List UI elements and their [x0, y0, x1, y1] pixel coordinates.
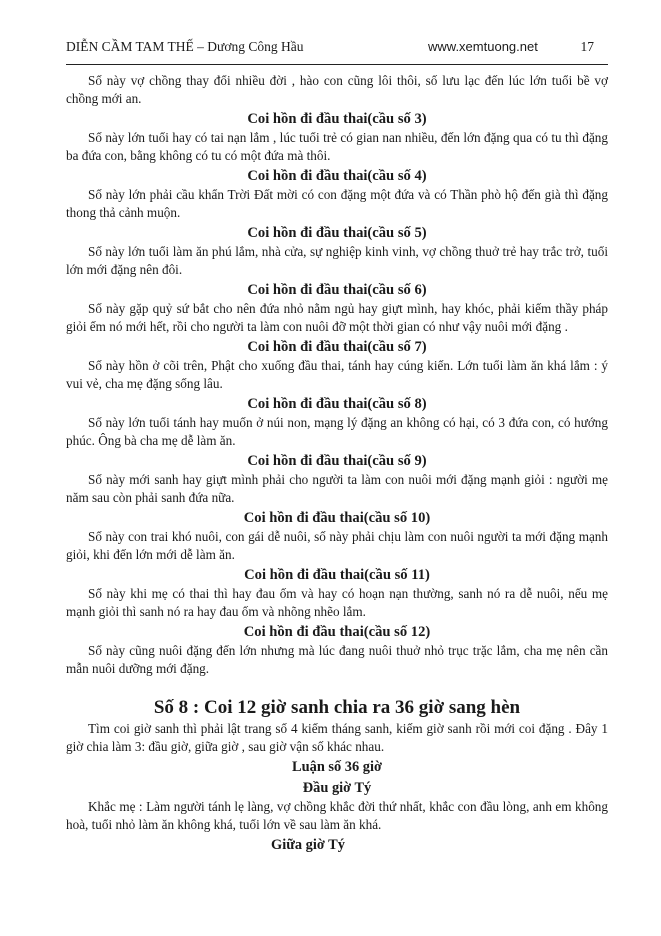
section-paragraph: Số này lớn phải cầu khẩn Trời Đất mời có con đặng một đứa và có Thần phò hộ đến già thì đặng thong thả cảnh muộn.	[66, 187, 608, 220]
page-header	[66, 39, 596, 57]
page-content	[66, 72, 608, 855]
section-heading: Coi hồn đi đầu thai(cầu số 4)	[247, 168, 427, 184]
chapter-title: Số 8 : Coi 12 giờ sanh chia ra 36 giờ sang hèn	[153, 697, 521, 718]
header-rule	[66, 64, 608, 65]
section-heading: Coi hồn đi đầu thai(cầu số 6)	[247, 282, 427, 298]
section-paragraph: Số này con trai khó nuôi, con gái dễ nuôi, số này phải chịu làm con nuôi người ta mới đặng mạnh giỏi, khi đến lớn mới dễ làm ăn.	[66, 529, 608, 562]
section-paragraph: Số này cũng nuôi đặng đến lớn nhưng mà lúc đang nuôi thuở nhỏ trục trặc lắm, cha mẹ nên cần mẫn nuôi dưỡng mới đặng.	[66, 643, 608, 676]
section-paragraph: Số này mới sanh hay giựt mình phải cho người ta làm con nuôi mới đặng mạnh giỏi : người mẹ năm sau còn phải sanh đứa nữa.	[66, 472, 608, 505]
section-paragraph: Số này lớn tuổi làm ăn phú lắm, nhà cửa, sự nghiệp kinh vinh, vợ chồng thuở trẻ hay trắc trở, tuổi lớn mới đặng nên đôi.	[66, 244, 608, 277]
section-heading: Coi hồn đi đầu thai(cầu số 9)	[247, 453, 427, 469]
section-paragraph: Số này lớn tuổi hay có tai nạn lắm , lúc tuổi trẻ có gian nan nhiều, đến lớn đặng qua có tu thì đặng ba đứa con, bằng không có tu có một đứa mà thôi.	[66, 130, 608, 163]
dau-gio-paragraph: Khắc mẹ : Làm người tánh lẹ làng, vợ chồng khắc đời thứ nhất, khắc con đầu lòng, anh em không hoà, tuổi nhỏ làm ăn không khá, tuổi lớn về sau làm ăn khá.	[66, 799, 608, 832]
book-title: DIỄN CẦM TAM THẾ – Dương Công Hầu	[66, 39, 304, 54]
dau-gio-heading: Đầu giờ Tý	[302, 780, 372, 796]
intro-paragraph: Số này vợ chồng thay đổi nhiều đời , hào con cũng lôi thôi, số lưu lạc đến lúc lớn tuổi bề vợ chồng mới an.	[66, 73, 608, 106]
page-number: 17	[580, 39, 594, 54]
section-heading: Coi hồn đi đầu thai(cầu số 10)	[243, 510, 431, 526]
section-paragraph: Số này khi mẹ có thai thì hay đau ốm và hay có hoạn nạn thường, sanh nó ra dễ nuôi, nếu mẹ mạnh giỏi thì sanh nó ra hay đau ốm và nhõng nhẽo lắm.	[66, 586, 608, 619]
section-heading: Coi hồn đi đầu thai(cầu số 7)	[247, 339, 427, 355]
giua-gio-heading: Giữa giờ Tý	[271, 837, 345, 853]
chapter-intro: Tìm coi giờ sanh thì phải lật trang số 4 kiếm tháng sanh, kiếm giờ sanh rồi mới coi đặng . Đây 1 giờ chia làm 3: đầu giờ, giữa giờ , sau giờ vận số khác nhau.	[66, 721, 608, 754]
section-paragraph: Số này lớn tuổi tánh hay muốn ở núi non, mạng lý đặng an không có hại, có 3 đứa con, có hướng phúc. Ông bà cha mẹ dễ làm ăn.	[66, 415, 608, 448]
section-heading: Coi hồn đi đầu thai(cầu số 5)	[247, 225, 427, 241]
section-heading: Coi hồn đi đầu thai(cầu số 11)	[244, 567, 430, 583]
section-paragraph: Số này hồn ở cõi trên, Phật cho xuống đầu thai, tánh hay cúng kiến. Lớn tuổi làm ăn khá lắm : ý vui vẻ, cha mẹ đặng sống lâu.	[66, 358, 608, 391]
luan-heading: Luận số 36 giờ	[292, 759, 382, 775]
website-link[interactable]: www.xemtuong.net	[428, 39, 538, 54]
section-heading: Coi hồn đi đầu thai(cầu số 3)	[247, 111, 427, 127]
section-heading: Coi hồn đi đầu thai(cầu số 12)	[243, 624, 431, 640]
section-heading: Coi hồn đi đầu thai(cầu số 8)	[247, 396, 427, 412]
section-paragraph: Số này gặp quỷ sứ bắt cho nên đứa nhỏ nằm ngủ hay giựt mình, hay khóc, phải kiếm thầy pháp giỏi ếm nó mới hết, rồi cho người ta làm con nuôi đỡ một thời gian có như vậy nuôi mới đặng .	[66, 301, 608, 334]
